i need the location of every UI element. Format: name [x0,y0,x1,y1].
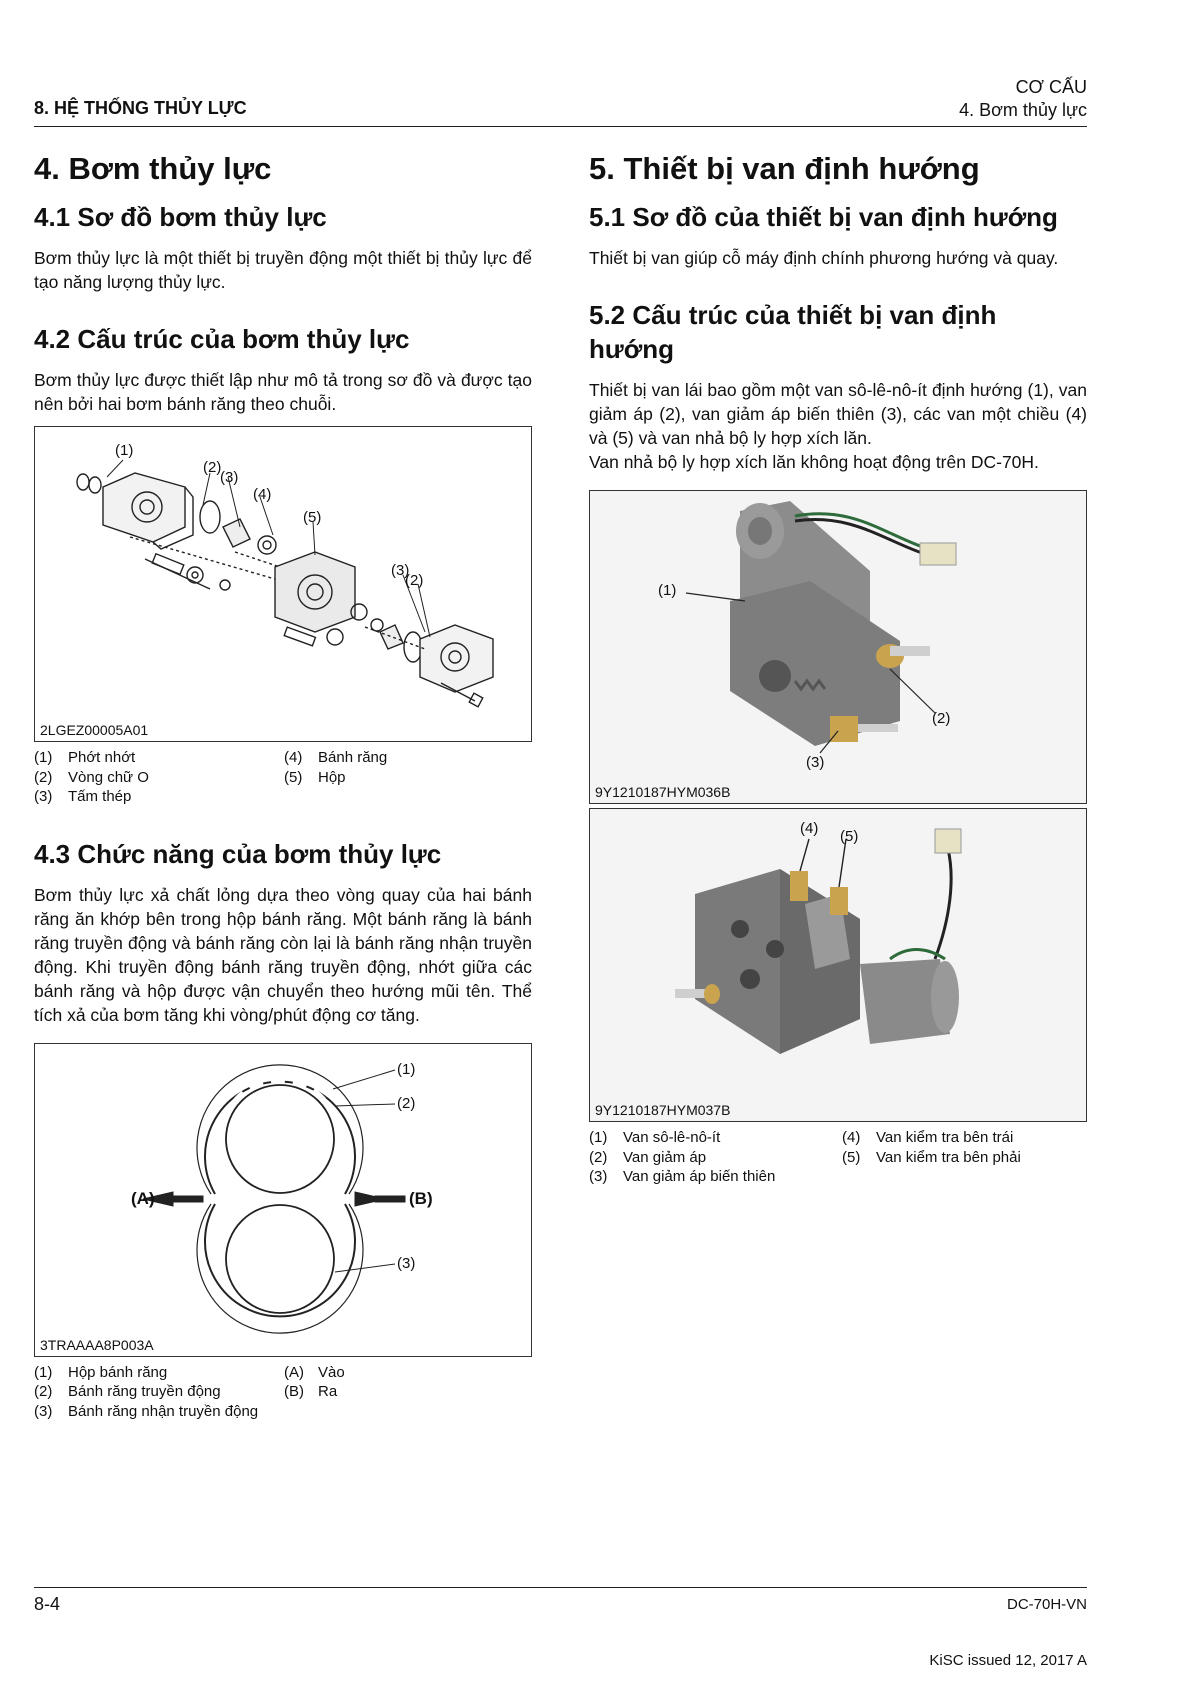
figure1-legend [34,748,532,807]
heading-5-2: 5.2 Cấu trúc của thiết bị van định hướng [589,300,997,364]
callout-2: (2) [397,1094,416,1112]
paragraph-5-2: Thiết bị van lái bao gồm một van sô-lê-nô-ít định hướng (1), van giảm áp (2), van giảm áp biến thiên (3), các van một chiều (4) và (5) và van nhả bộ ly hợp xích lăn. [589,380,1087,448]
paragraph-4-1: Bơm thủy lực là một thiết bị truyền động một thiết bị thủy lực để tạo năng lượng thủy lực. [34,248,532,292]
legend-item: (B) Ra [284,1383,338,1400]
figure-code: 3TRAAAA8P003A [40,1336,154,1353]
photo-code: 9Y1210187HYM036B [595,784,731,800]
legend-item: (3) Tấm thép [34,788,132,805]
gear-pump-function-diagram [34,1043,532,1357]
valve-photo-2 [589,808,1087,1122]
left-column [34,150,532,1421]
callout-3: (3) [220,469,239,486]
heading-4-1: 4.1 Sơ đồ bơm thủy lực [34,202,327,232]
gear-pump-illustration [35,1044,531,1356]
heading-5-1: 5.1 Sơ đồ của thiết bị van định hướng [589,202,1058,232]
paragraph-4-3: Bơm thủy lực xả chất lỏng dựa theo vòng quay của hai bánh răng ăn khớp bên trong hộp bánh răng. Một bánh răng là bánh răng truyền động và bánh răng còn lại là bánh răng nhận truyền động. Khi truyền động bánh răng truyền động, nhớt giữa các bánh răng và hộp được vận chuyển theo hướng mũi tên. Thể tích xả của bơm tăng khi vòng/phút động cơ tăng. [34,884,532,1025]
callout-5: (5) [303,509,322,526]
callout-2: (2) [932,710,951,727]
callout-4: (4) [253,486,272,503]
callout-2: (2) [203,459,222,476]
heading-4-2: 4.2 Cấu trúc của bơm thủy lực [34,324,410,354]
legend-item: (1) Van sô-lê-nô-ít [589,1129,721,1146]
heading-4: 4. Bơm thủy lực [34,151,272,186]
page-number: 8-4 [34,1594,61,1614]
heading-5: 5. Thiết bị van định hướng [589,151,980,186]
valve-photo-1-illustration [590,491,1086,803]
footer-rule [34,1587,1087,1588]
callout-1: (1) [115,442,134,459]
callout-b: (B) [409,1188,433,1208]
legend-item: (4) Van kiểm tra bên trái [842,1129,1014,1146]
callout-3: (3) [806,754,825,771]
callout-2b: (2) [405,572,424,589]
callout-3: (3) [397,1254,416,1272]
valve-photo-2-illustration [590,809,1086,1121]
valve-legend [589,1128,1087,1187]
section-top: CƠ CẤU [1015,77,1087,97]
legend-item: (5) Hộp [284,768,346,786]
callout-3b: (3) [391,562,410,579]
legend-item: (3) Bánh răng nhận truyền động [34,1402,259,1420]
exploded-view-illustration [35,427,531,741]
header-rule [34,126,1087,127]
callout-4: (4) [800,820,819,837]
section-header [959,76,1087,122]
callout-1: (1) [397,1060,416,1078]
figure2-legend [34,1363,532,1422]
legend-item: (3) Van giảm áp biến thiên [589,1168,776,1185]
legend-item: (2) Bánh răng truyền động [34,1383,221,1400]
legend-item: (2) Van giảm áp [589,1148,707,1166]
callout-a: (A) [131,1188,155,1208]
legend-item: (2) Vòng chữ O [34,768,149,786]
right-column [589,150,1087,1187]
legend-item: (4) Bánh răng [284,749,388,766]
pump-exploded-diagram [34,426,532,742]
issue-note: KiSC issued 12, 2017 A [929,1652,1087,1669]
figure-code: 2LGEZ00005A01 [40,722,149,738]
model-code: DC-70H-VN [1006,1596,1087,1613]
photo-code: 9Y1210187HYM037B [595,1102,731,1118]
paragraph-5-2b: Van nhả bộ ly hợp xích lăn không hoạt động trên DC-70H. [589,452,1039,472]
paragraph-5-1: Thiết bị van giúp cỗ máy định chính phương hướng và quay. [589,248,1059,268]
legend-item: (1) Hộp bánh răng [34,1363,168,1381]
legend-item: (A) Vào [284,1363,345,1381]
section-sub: 4. Bơm thủy lực [959,100,1087,120]
chapter-title: 8. HỆ THỐNG THỦY LỰC [34,98,247,118]
valve-photo-1 [589,490,1087,804]
callout-5: (5) [840,828,859,845]
legend-item: (1) Phớt nhớt [34,749,136,766]
heading-4-3: 4.3 Chức năng của bơm thủy lực [34,838,442,869]
paragraph-4-2: Bơm thủy lực được thiết lập như mô tả trong sơ đồ và được tạo nên bởi hai bơm bánh răng theo chuỗi. [34,370,532,414]
legend-item: (5) Van kiểm tra bên phải [842,1148,1021,1166]
callout-1: (1) [658,582,677,599]
